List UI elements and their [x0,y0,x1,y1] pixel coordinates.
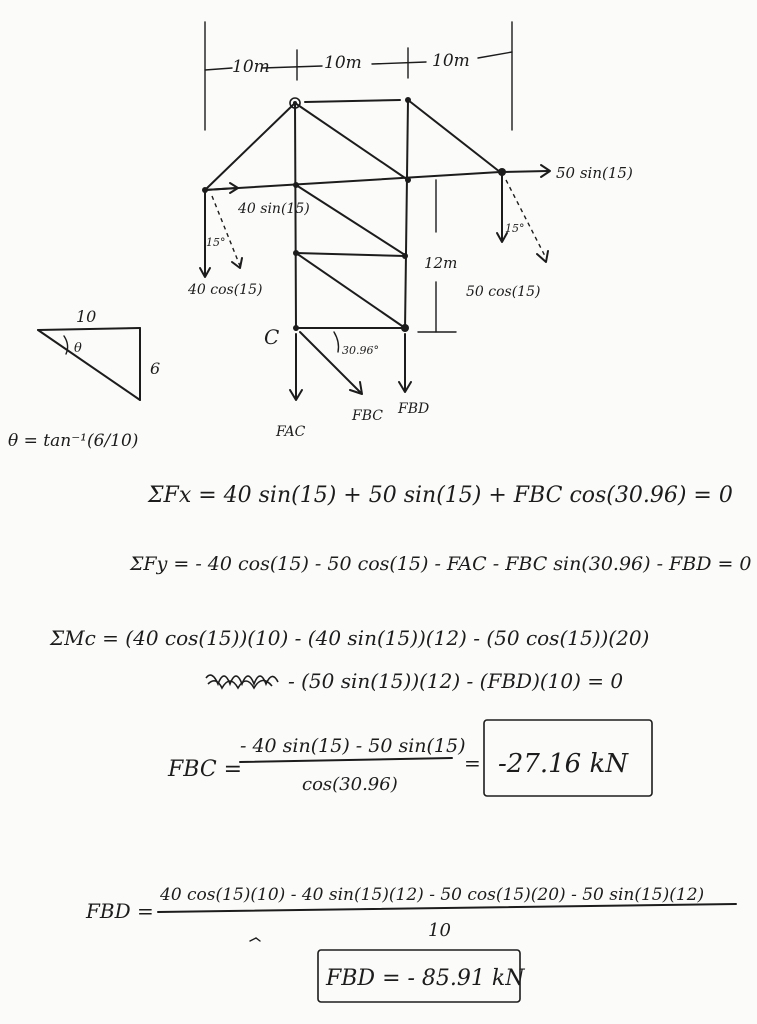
sum-mc-equation-line-1: ΣMc = (40 cos(15))(10) - (40 sin(15))(12) - (50 cos(15))(20) [50,626,650,650]
section-forces [264,325,429,440]
truss-node [405,97,411,103]
angle-triangle [8,307,160,451]
fbc-denominator: cos(30.96) [302,774,398,795]
fbc-equals: = [464,751,481,775]
force-40-cos-label: 40 cos(15) [188,282,263,298]
truss-node [293,325,299,331]
fbd-numerator: 40 cos(15)(10) - 40 sin(15)(12) - 50 cos(15)(20) - 50 sin(15)(12) [160,885,705,905]
f-ac-label: FAC [276,424,306,440]
stray-mark [250,938,260,941]
node-c-label: C [264,325,280,349]
fbc-numerator: - 40 sin(15) - 50 sin(15) [240,735,466,757]
fbc-result: -27.16 kN [498,749,628,779]
fbd-denominator: 10 [428,920,451,941]
truss-node [293,182,299,188]
force-50-sin-label: 50 sin(15) [556,164,633,182]
height-dimension [418,180,457,332]
equations [49,483,752,1002]
fbd-result: FBD = - 85.91 kN [326,966,525,991]
triangle-side-label: 6 [150,359,161,378]
f-bd-label: FBD [398,401,430,417]
sum-mc-equation-line-2: - (50 sin(15))(12) - (FBD)(10) = 0 [288,669,624,693]
span-label-2: 10m [324,53,362,73]
theta-formula: θ = tan⁻¹(6/10) [8,431,139,451]
truss-node [401,324,409,332]
angle-left-label: 15° [206,236,226,249]
truss-node [405,177,411,183]
sum-fy-equation: ΣFy = - 40 cos(15) - 50 cos(15) - FAC - FBC sin(30.96) - FBD = 0 [130,553,752,575]
scribble-out [206,675,278,688]
span-label-1: 10m [232,57,270,77]
left-load [187,183,310,298]
triangle-theta-label: θ [74,341,82,356]
span-label-3: 10m [432,51,470,71]
sum-fx-equation: ΣFx = 40 sin(15) + 50 sin(15) + FBC cos(30.96) = 0 [148,483,733,508]
angle-bc-label: 30.96° [342,344,379,357]
span-dimension [205,22,512,130]
fbd-lhs: FBD = [86,899,154,923]
force-50-cos-label: 50 cos(15) [466,284,541,300]
force-40-sin-label: 40 sin(15) [238,201,310,217]
f-bc-label: FBC [352,408,383,424]
angle-right-label: 15° [505,222,525,235]
height-label: 12m [424,254,458,272]
triangle-top-label: 10 [76,307,97,326]
truss-node [402,253,408,259]
fbc-lhs: FBC = [168,757,243,782]
right-load [466,164,633,300]
truss-node [293,250,299,256]
